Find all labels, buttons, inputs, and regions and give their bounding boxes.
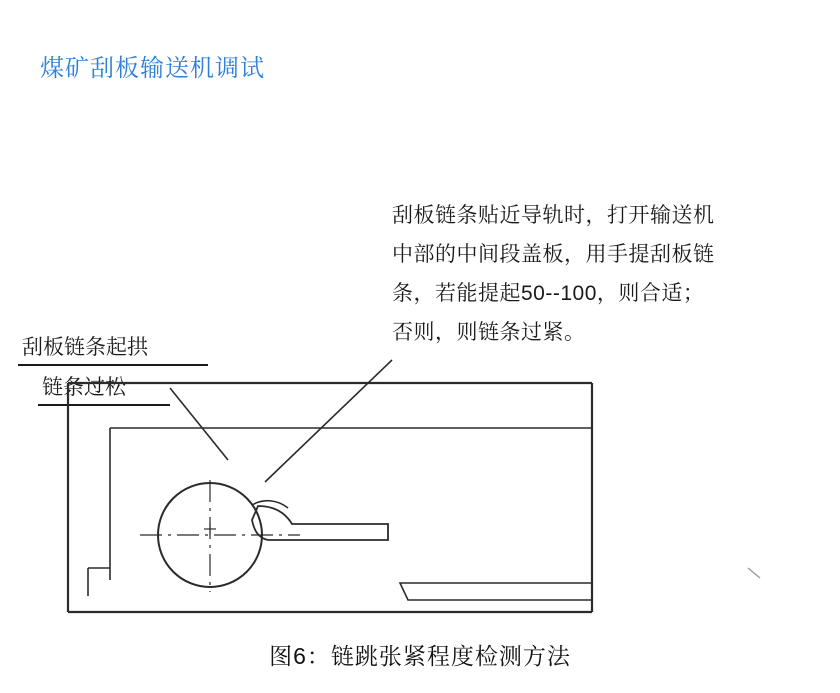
label-chain-arch: 刮板链条起拱 xyxy=(22,336,148,359)
label-chain-loose: 链条过松 xyxy=(42,376,126,399)
figure-caption: 图6：链跳张紧程度检测方法 xyxy=(269,643,571,669)
leader-line-note xyxy=(265,360,392,482)
right-side-tick xyxy=(748,568,760,578)
note-line-3: 条，若能提起50--100，则合适； xyxy=(392,282,705,305)
page-title: 煤矿刮板输送机调试 xyxy=(40,55,265,82)
leader-line-arch xyxy=(170,388,228,460)
note-line-4: 否则，则链条过紧。 xyxy=(392,321,586,344)
note-line-1: 刮板链条贴近导轨时，打开输送机 xyxy=(392,204,715,227)
bottom-rail-plate xyxy=(400,583,592,600)
conveyor-diagram xyxy=(0,300,840,630)
note-line-2: 中部的中间段盖板，用手提刮板链 xyxy=(392,243,715,266)
